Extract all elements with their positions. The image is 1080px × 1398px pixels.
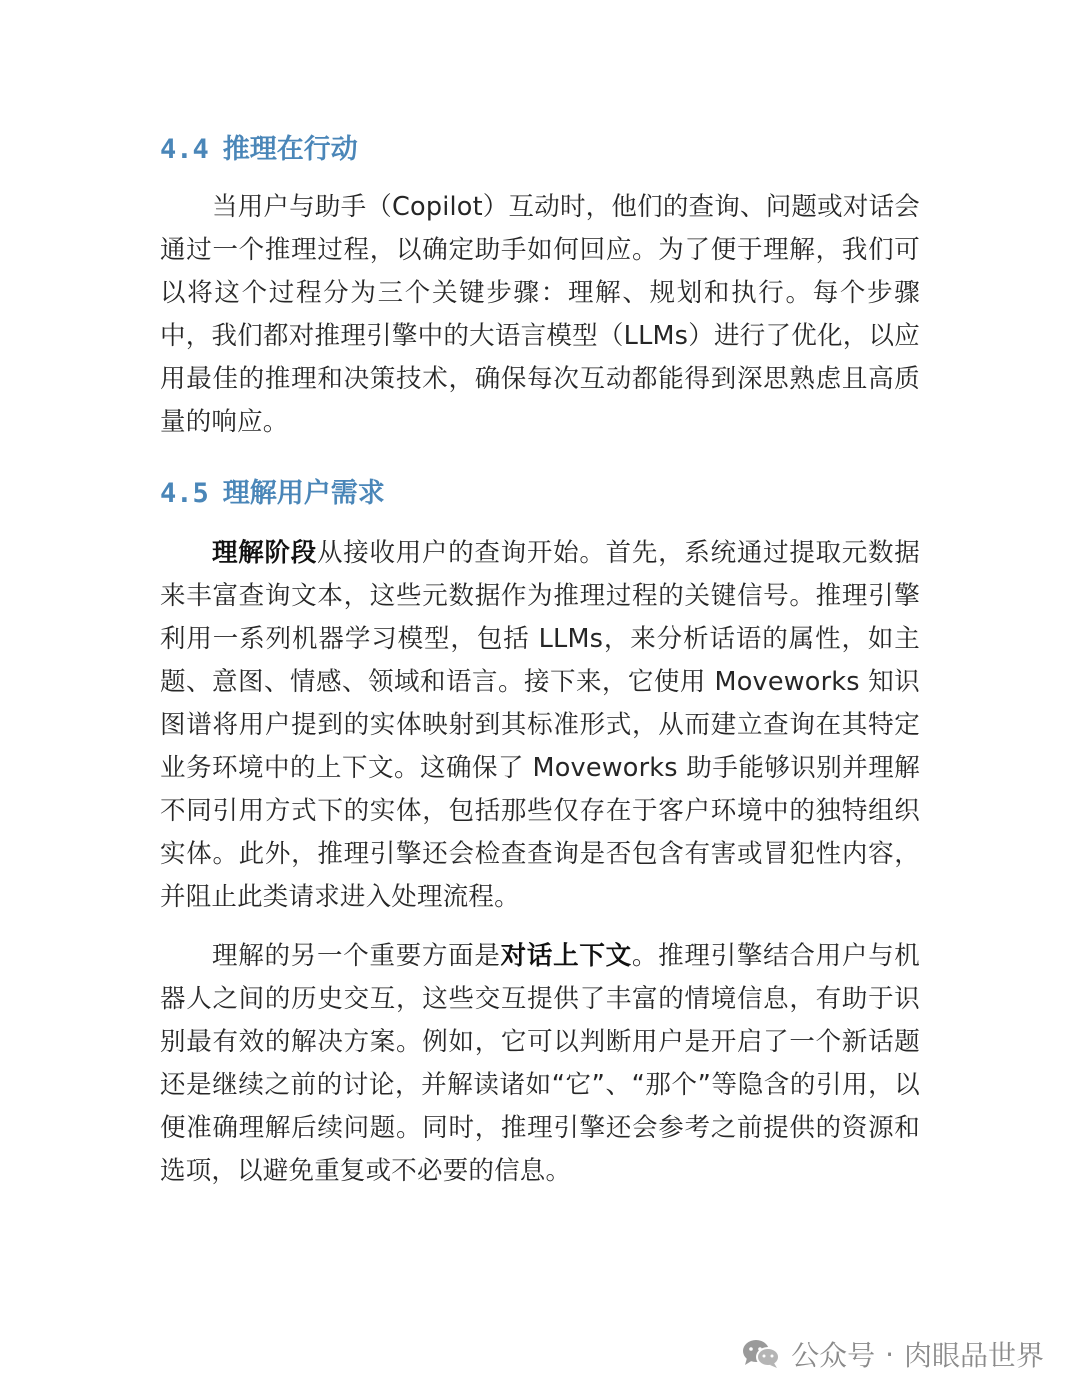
paragraph-understanding-phase — [160, 532, 920, 919]
paragraph-text: 理解的另一个重要方面是 — [212, 941, 501, 971]
paragraph-text: 。推理引擎结合用户与机器人之间的历史交互，这些交互提供了丰富的情境信息，有助于识别最有效的解决方案。例如，它可以判断用户是开启了一个新话题还是继续之前的讨论，并解读诸如“它”、“那个”等隐含的引用，以便准确理解后续问题。同时，推理引擎还会参考之前提供的资源和选项，以避免重复或不必要的信息。 — [160, 941, 921, 1186]
section-heading-4-4 — [160, 128, 920, 172]
section-number: 4.5 — [160, 478, 209, 509]
section-number: 4.4 — [160, 134, 209, 165]
paragraph-reasoning-in-action: 当用户与助手（Copilot）互动时，他们的查询、问题或对话会通过一个推理过程，以确定助手如何回应。为了便于理解，我们可以将这个过程分为三个关键步骤：理解、规划和执行。每个步骤中，我们都对推理引擎中的大语言模型（LLMs）进行了优化，以应用最佳的推理和决策技术，确保每次互动都能得到深思熟虑且高质量的响应。 — [160, 192, 920, 437]
document-body — [160, 128, 920, 1193]
watermark-separator: · — [885, 1337, 894, 1371]
watermark — [741, 1334, 1044, 1374]
watermark-prefix: 公众号 — [791, 1339, 876, 1372]
section-title: 理解用户需求 — [222, 478, 385, 509]
wechat-icon — [741, 1338, 781, 1370]
paragraph-text: 从接收用户的查询开始。首先，系统通过提取元数据来丰富查询文本，这些元数据作为推理过程的关键信号。推理引擎利用一系列机器学习模型，包括 LLMs，来分析话语的属性，如主题、意图、情感、领域和语言。接下来，它使用 Moveworks 知识图谱将用户提到的实体映射到其标准形式，从而建立查询在其特定业务环境中的上下文。这确保了 Moveworks 助手能够识别并理解不同引用方式下的实体，包括那些仅存在于客户环境中的独特组织实体。此外，推理引擎还会检查查询是否包含有害或冒犯性内容，并阻止此类请求进入处理流程。 — [160, 538, 920, 912]
paragraph-conversation-context — [160, 935, 920, 1193]
section-heading-4-5 — [160, 472, 920, 516]
bold-term-conversation-context: 对话上下文 — [500, 941, 632, 971]
watermark-account-name: 肉眼品世界 — [903, 1339, 1044, 1372]
section-title: 推理在行动 — [222, 134, 358, 165]
bold-term-understanding-phase: 理解阶段 — [212, 538, 317, 568]
